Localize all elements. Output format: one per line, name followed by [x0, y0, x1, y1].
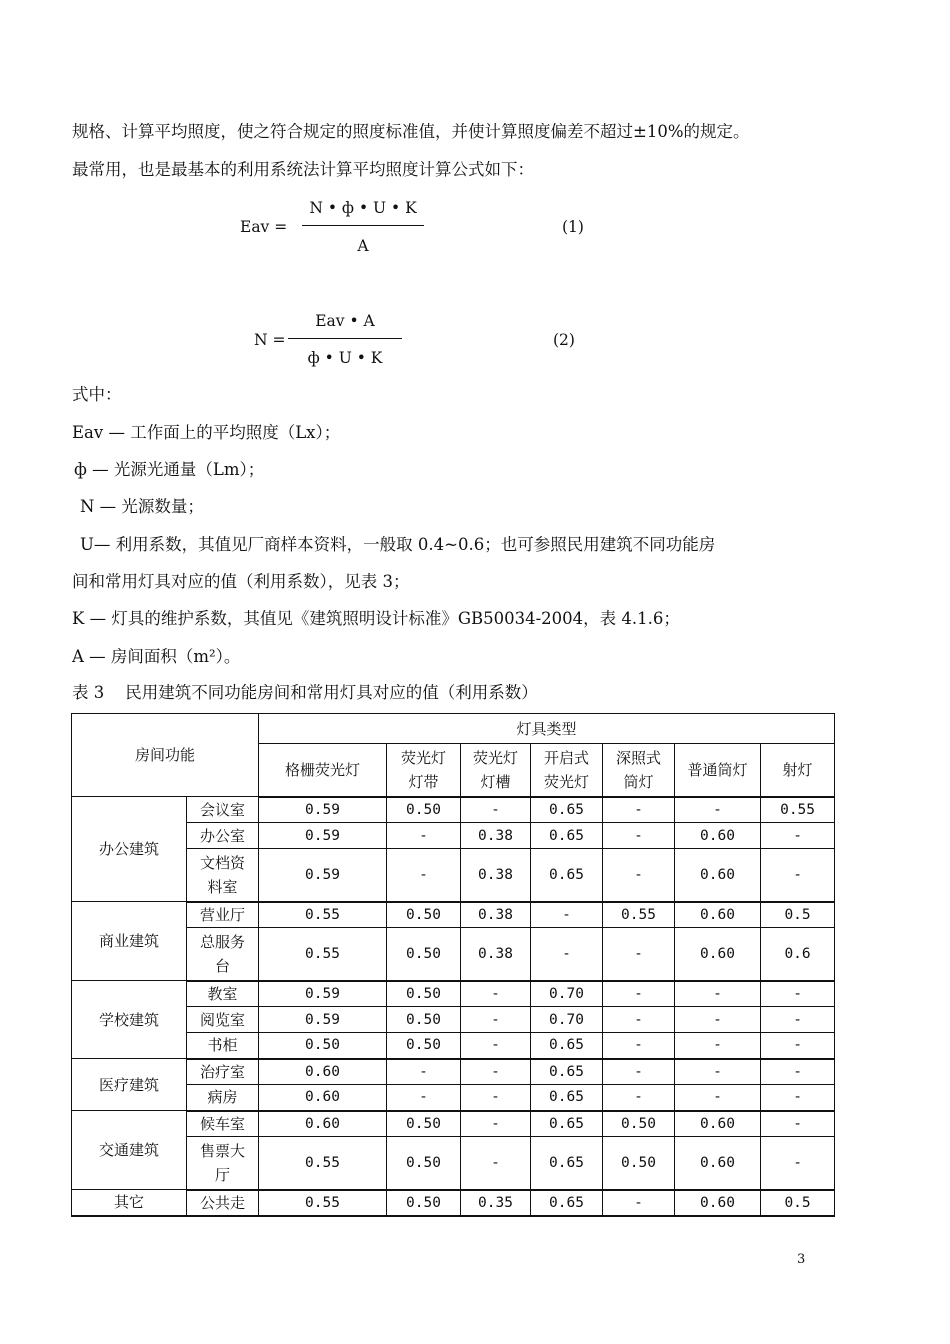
value-cell: 0.5: [761, 902, 835, 928]
table-row: [72, 849, 835, 902]
room-function-header: 房间功能: [72, 714, 259, 797]
value-cell: 0.59: [259, 849, 387, 902]
value-cell: 0.65: [531, 1033, 603, 1059]
value-cell: -: [461, 1085, 531, 1111]
lamp-type-header-cell: 格栅荧光灯: [259, 744, 387, 797]
value-cell: 0.70: [531, 981, 603, 1007]
value-cell: 0.65: [531, 1111, 603, 1137]
value-cell: 0.50: [603, 1111, 675, 1137]
table-header-row: [72, 714, 835, 744]
value-cell: 0.60: [675, 823, 761, 849]
formula-2-fraction-bar: [288, 338, 402, 339]
room-cell: 候车室: [187, 1111, 259, 1137]
table-row: [72, 928, 835, 981]
value-cell: 0.50: [387, 1111, 461, 1137]
value-cell: -: [675, 797, 761, 823]
paragraph-line-1: 规格、计算平均照度，使之符合规定的照度标准值，并使计算照度偏差不超过±10%的规定。: [72, 122, 750, 141]
value-cell: -: [761, 1137, 835, 1190]
building-type-cell: 商业建筑: [72, 902, 187, 981]
value-cell: -: [461, 797, 531, 823]
value-cell: 0.60: [259, 1059, 387, 1085]
value-cell: -: [761, 1111, 835, 1137]
formula-1-fraction-bar: [302, 225, 424, 226]
value-cell: -: [761, 981, 835, 1007]
value-cell: -: [675, 1007, 761, 1033]
value-cell: 0.59: [259, 823, 387, 849]
value-cell: -: [387, 1085, 461, 1111]
room-cell: 售票大 厅: [187, 1137, 259, 1190]
value-cell: 0.55: [259, 928, 387, 981]
table-row: [72, 981, 835, 1007]
room-cell: 办公室: [187, 823, 259, 849]
formula-2-number: (2): [553, 331, 575, 349]
lamp-type-header-cell: 开启式 荧光灯: [531, 744, 603, 797]
value-cell: 0.38: [461, 902, 531, 928]
value-cell: 0.60: [259, 1085, 387, 1111]
value-cell: 0.50: [387, 1137, 461, 1190]
value-cell: 0.60: [675, 1137, 761, 1190]
value-cell: 0.65: [531, 849, 603, 902]
value-cell: -: [461, 1059, 531, 1085]
value-cell: 0.50: [387, 1007, 461, 1033]
building-type-cell: 其它: [72, 1190, 187, 1216]
value-cell: -: [603, 797, 675, 823]
room-cell: 治疗室: [187, 1059, 259, 1085]
value-cell: 0.50: [387, 1190, 461, 1216]
room-cell: 阅览室: [187, 1007, 259, 1033]
value-cell: 0.38: [461, 823, 531, 849]
value-cell: 0.60: [675, 928, 761, 981]
where-u-line-1: U— 利用系数，其值见厂商样本资料，一般取 0.4~0.6；也可参照民用建筑不同功能房: [80, 535, 716, 554]
value-cell: 0.50: [387, 902, 461, 928]
value-cell: 0.6: [761, 928, 835, 981]
table-row: [72, 1007, 835, 1033]
value-cell: -: [387, 823, 461, 849]
value-cell: -: [675, 1033, 761, 1059]
table-row: [72, 823, 835, 849]
where-k: K — 灯具的维护系数，其值见《建筑照明设计标准》GB50034-2004，表 4.1.6；: [72, 609, 680, 628]
table-row: [72, 1033, 835, 1059]
value-cell: 0.55: [259, 1190, 387, 1216]
value-cell: -: [603, 1059, 675, 1085]
value-cell: -: [761, 1033, 835, 1059]
formula-1-lhs: Eav =: [240, 218, 288, 236]
value-cell: 0.55: [761, 797, 835, 823]
formula-2-denominator: ф • U • K: [307, 349, 383, 367]
value-cell: -: [603, 1085, 675, 1111]
building-type-cell: 交通建筑: [72, 1111, 187, 1190]
room-cell: 病房: [187, 1085, 259, 1111]
room-cell: 书柜: [187, 1033, 259, 1059]
table-row: [72, 1137, 835, 1190]
value-cell: -: [761, 1085, 835, 1111]
room-cell: 营业厅: [187, 902, 259, 928]
formula-1-denominator: A: [357, 237, 369, 255]
value-cell: 0.50: [387, 797, 461, 823]
value-cell: -: [461, 1111, 531, 1137]
value-cell: -: [603, 1033, 675, 1059]
value-cell: -: [603, 823, 675, 849]
lamp-type-header: 灯具类型: [259, 714, 835, 744]
room-cell: 教室: [187, 981, 259, 1007]
table-row: [72, 1190, 835, 1216]
value-cell: -: [761, 823, 835, 849]
value-cell: -: [761, 1059, 835, 1085]
table-row: [72, 797, 835, 823]
value-cell: 0.50: [259, 1033, 387, 1059]
value-cell: -: [603, 981, 675, 1007]
where-a: A — 房间面积（m²）。: [72, 647, 241, 666]
value-cell: 0.50: [603, 1137, 675, 1190]
lamp-type-header-cell: 深照式 筒灯: [603, 744, 675, 797]
value-cell: 0.60: [675, 1190, 761, 1216]
value-cell: 0.60: [259, 1111, 387, 1137]
value-cell: 0.59: [259, 797, 387, 823]
value-cell: 0.55: [603, 902, 675, 928]
room-cell: 总服务 台: [187, 928, 259, 981]
value-cell: 0.65: [531, 1085, 603, 1111]
value-cell: 0.60: [675, 849, 761, 902]
page-number: 3: [797, 1252, 806, 1267]
lighting-utilization-table: [71, 713, 835, 1217]
value-cell: -: [461, 981, 531, 1007]
value-cell: 0.50: [387, 1033, 461, 1059]
table-row: [72, 1085, 835, 1111]
value-cell: 0.50: [387, 928, 461, 981]
where-eav: Eav — 工作面上的平均照度（Lx）；: [72, 423, 341, 442]
value-cell: 0.60: [675, 902, 761, 928]
value-cell: 0.70: [531, 1007, 603, 1033]
lamp-type-header-cell: 普通筒灯: [675, 744, 761, 797]
where-phi: ф — 光源光通量（Lm）；: [74, 460, 265, 479]
value-cell: 0.35: [461, 1190, 531, 1216]
formula-1-number: (1): [562, 218, 584, 236]
table-row: [72, 1059, 835, 1085]
value-cell: 0.65: [531, 1137, 603, 1190]
value-cell: 0.38: [461, 928, 531, 981]
value-cell: 0.55: [259, 1137, 387, 1190]
value-cell: -: [603, 849, 675, 902]
value-cell: 0.60: [675, 1111, 761, 1137]
lamp-type-header-cell: 荧光灯 灯带: [387, 744, 461, 797]
value-cell: 0.65: [531, 823, 603, 849]
value-cell: -: [761, 1007, 835, 1033]
room-cell: 会议室: [187, 797, 259, 823]
value-cell: -: [531, 902, 603, 928]
value-cell: 0.65: [531, 1190, 603, 1216]
value-cell: -: [387, 1059, 461, 1085]
value-cell: -: [387, 849, 461, 902]
lamp-type-header-cell: 荧光灯 灯槽: [461, 744, 531, 797]
value-cell: -: [603, 1190, 675, 1216]
value-cell: 0.65: [531, 1059, 603, 1085]
where-heading: 式中：: [72, 385, 122, 404]
lamp-type-header-cell: 射灯: [761, 744, 835, 797]
building-type-cell: 学校建筑: [72, 981, 187, 1059]
formula-1-numerator: N • ф • U • K: [309, 199, 417, 217]
value-cell: -: [461, 1033, 531, 1059]
value-cell: -: [603, 1007, 675, 1033]
value-cell: 0.55: [259, 902, 387, 928]
table-row: [72, 1111, 835, 1137]
building-type-cell: 办公建筑: [72, 797, 187, 902]
formula-2-lhs: N =: [254, 331, 286, 349]
formula-2-numerator: Eav • A: [315, 312, 375, 330]
value-cell: 0.59: [259, 981, 387, 1007]
value-cell: 0.5: [761, 1190, 835, 1216]
value-cell: 0.50: [387, 981, 461, 1007]
paragraph-line-2: 最常用，也是最基本的利用系统法计算平均照度计算公式如下：: [72, 160, 534, 179]
value-cell: -: [675, 1059, 761, 1085]
value-cell: -: [531, 928, 603, 981]
where-u-line-2: 间和常用灯具对应的值（利用系数），见表 3；: [72, 572, 410, 591]
value-cell: -: [461, 1137, 531, 1190]
value-cell: 0.59: [259, 1007, 387, 1033]
value-cell: -: [603, 928, 675, 981]
room-cell: 公共走: [187, 1190, 259, 1216]
value-cell: -: [675, 981, 761, 1007]
table-row: [72, 902, 835, 928]
building-type-cell: 医疗建筑: [72, 1059, 187, 1111]
room-cell: 文档资 料室: [187, 849, 259, 902]
value-cell: -: [675, 1085, 761, 1111]
value-cell: -: [761, 849, 835, 902]
value-cell: -: [461, 1007, 531, 1033]
value-cell: 0.38: [461, 849, 531, 902]
where-n: N — 光源数量；: [80, 497, 204, 516]
table-caption: 表 3 民用建筑不同功能房间和常用灯具对应的值（利用系数）: [72, 683, 538, 702]
value-cell: 0.65: [531, 797, 603, 823]
